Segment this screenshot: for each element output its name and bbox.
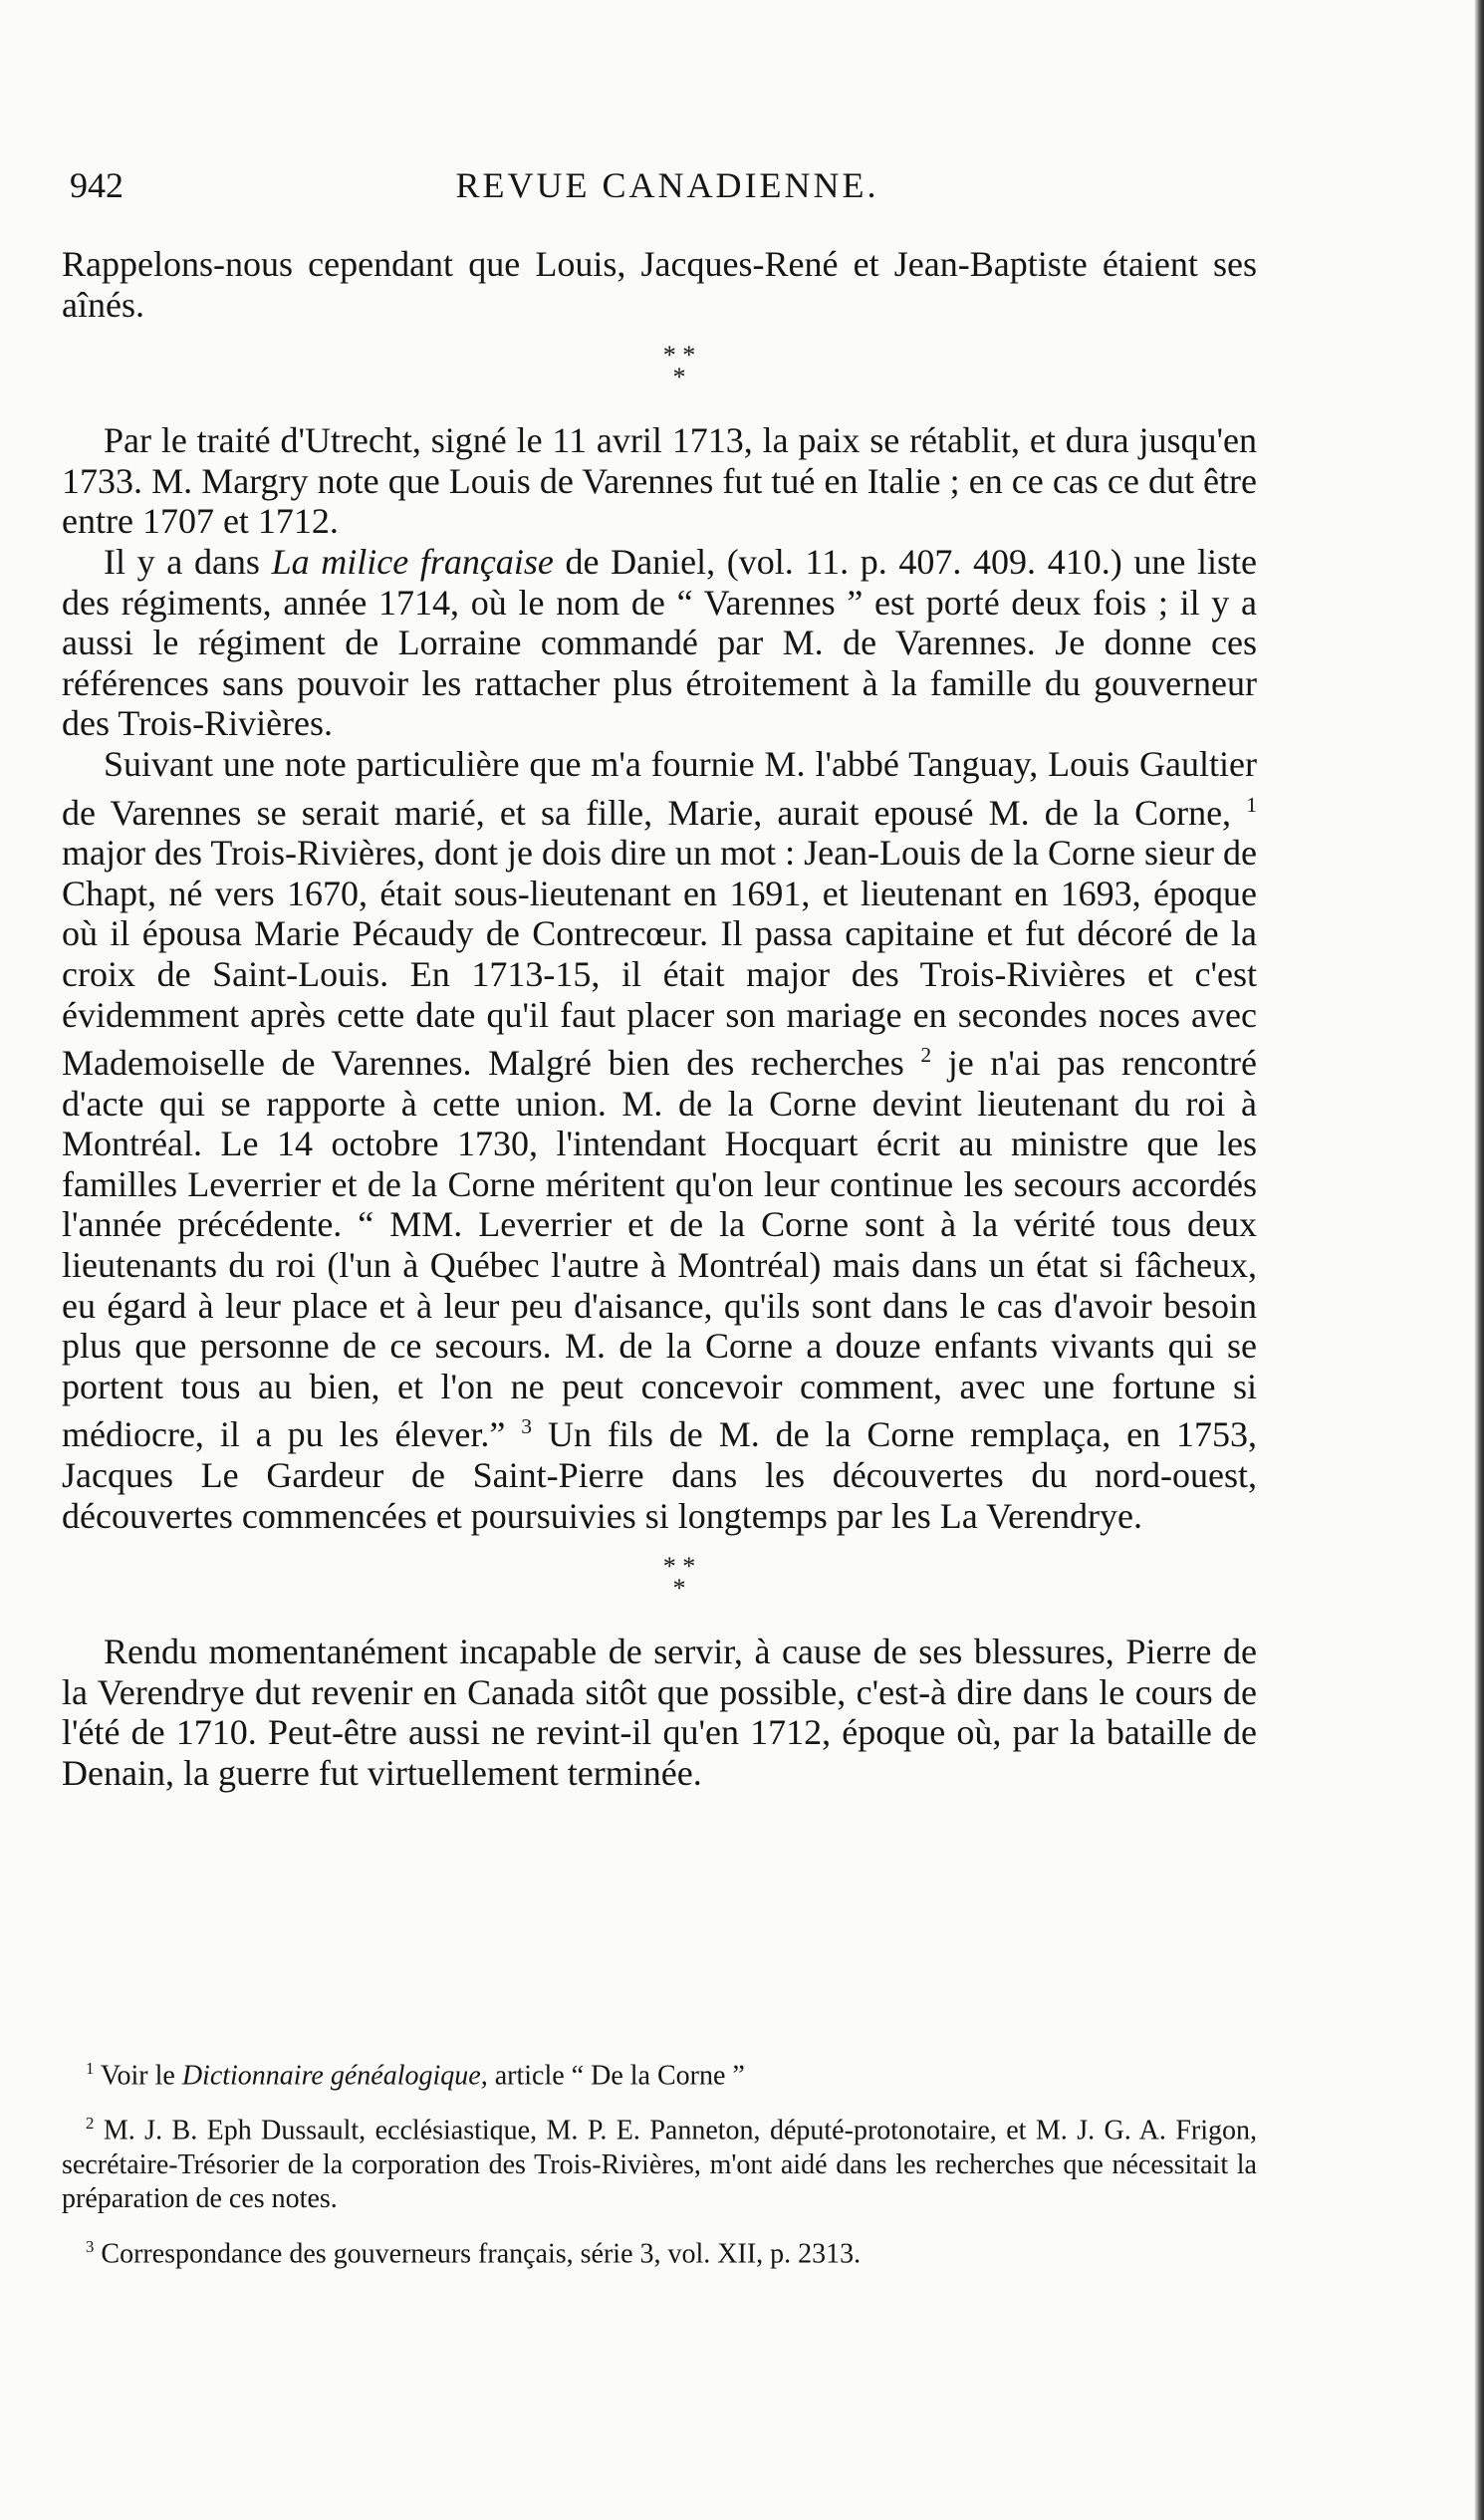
page-number: 942 [70, 165, 124, 205]
footnote-1-start: Voir le [100, 2060, 182, 2092]
footnote-2-number: 2 [86, 2114, 95, 2134]
separator-stars: * * [662, 341, 696, 371]
footnote-ref-3: 3 [521, 1414, 533, 1439]
main-text [62, 244, 1257, 1794]
paragraph-utrecht: Par le traité d'Utrecht, signé le 11 avril 1713, la paix se rétablit, et dura jusqu'en 1733. M. Margry note que Louis de Varennes fut tué en Italie ; en ce cas ce dut être entre 1707 et 1712. [62, 420, 1257, 542]
paragraph-milice-start: Il y a dans [104, 541, 272, 582]
footnote-3-number: 3 [86, 2236, 95, 2256]
paragraph-la-corne-b: major des Trois-Rivières, dont je dois dire un mot : Jean-Louis de la Corne sieur de Chapt, né vers 1670, était sous-lieutenant en 1691, et lieutenant en 1693, époque où il épousa Marie Pécaudy de Contrecœur. Il passa capitaine et fut décoré de la croix de Saint-Louis. En 1713-15, il était major des Trois-Rivières et c'est évidemment après cette date qu'il faut placer son mariage en secondes noces avec Mademoiselle de Varennes. Malgré bien des recherches [62, 833, 1257, 1084]
paragraph-continued: Rappelons-nous cependant que Louis, Jacques-René et Jean-Baptiste étaient ses aînés. [62, 244, 1257, 325]
book-title-italic: La milice française [271, 541, 554, 582]
footnote-1 [62, 2052, 1257, 2093]
footnotes [62, 2052, 1257, 2285]
section-separator-2 [62, 1552, 1257, 1604]
footnote-ref-2: 2 [920, 1043, 932, 1068]
footnote-1-italic: Dictionnaire généalogique, [181, 2060, 488, 2092]
footnote-1-end: article “ De la Corne ” [487, 2060, 745, 2092]
paragraph-milice [62, 542, 1257, 744]
paragraph-retour: Rendu momentanément incapable de servir, à cause de ses blessures, Pierre de la Verendrye dut revenir en Canada sitôt que possible, c'est-à dire dans le cours de l'été de 1710. Peut-être aussi ne revint-il qu'en 1712, époque où, par la bataille de Denain, la guerre fut virtuellement terminée. [62, 1632, 1257, 1793]
paragraph-la-corne-a: Suivant une note particulière que m'a fournie M. l'abbé Tanguay, Louis Gaultier de Varennes se serait marié, et sa fille, Marie, aurait epousé M. de la Corne, [62, 743, 1257, 833]
paragraph-milice-rest: de Daniel, (vol. 11. p. 407. 409. 410.) une liste des régiments, année 1714, où le nom de “ Varennes ” est porté deux fois ; il y a aussi le régiment de Lorraine commandé par M. de Varennes. Je donne ces références sans pouvoir les rattacher plus étroitement à la famille du gouverneur des Trois-Rivières. [62, 541, 1257, 744]
page-edge-shadow [1474, 0, 1484, 2520]
footnote-3 [62, 2230, 1257, 2271]
separator-stars-2: * * [662, 1552, 696, 1582]
paragraph-la-corne-c: je n'ai pas rencontré d'acte qui se rapporte à cette union. M. de la Corne devint lieutenant du roi à Montréal. Le 14 octobre 1730, l'intendant Hocquart écrit au ministre que les familles Leverrier et de la Corne méritent qu'on leur continue les secours accordés l'année précédente. “ MM. Leverrier et de la Corne sont à la vérité tous deux lieutenants du roi (l'un à Québec l'autre à Montréal) mais dans un état si fâcheux, eu égard à leur place et à leur peu d'aisance, qu'ils sont dans le cas d'avoir besoin plus que personne de ce secours. M. de la Corne a douze enfants vivants qui se portent tous au bien, et l'on ne peut concevoir comment, avec une fortune si médiocre, il a pu les élever.” [62, 1043, 1258, 1455]
paragraph-la-corne-d: Un fils de M. de la Corne remplaça, en 1753, Jacques Le Gardeur de Saint-Pierre dans les découvertes du nord-ouest, découvertes commencées et poursuivies si longtemps par les La Verendrye. [62, 1414, 1257, 1536]
separator-star: * [672, 363, 686, 392]
section-separator [62, 341, 1257, 392]
page-header [70, 164, 1265, 214]
separator-star-2: * [672, 1574, 686, 1604]
footnote-2-text: M. J. B. Eph Dussault, ecclésiastique, M. P. E. Panneton, député-protonotaire, et M. J. G. A. Frigon, secrétaire-Trésorier de la corporation des Trois-Rivières, m'ont aidé dans les recherches que nécessitait la préparation de ces notes. [62, 2115, 1258, 2214]
footnote-ref-1: 1 [1246, 792, 1257, 817]
footnote-2 [62, 2107, 1257, 2215]
footnote-1-number: 1 [86, 2059, 95, 2078]
footnote-3-text: Correspondance des gouverneurs français, série 3, vol. XII, p. 2313. [101, 2237, 862, 2269]
paragraph-la-corne [62, 744, 1257, 1536]
running-title: REVUE CANADIENNE. [455, 165, 879, 205]
